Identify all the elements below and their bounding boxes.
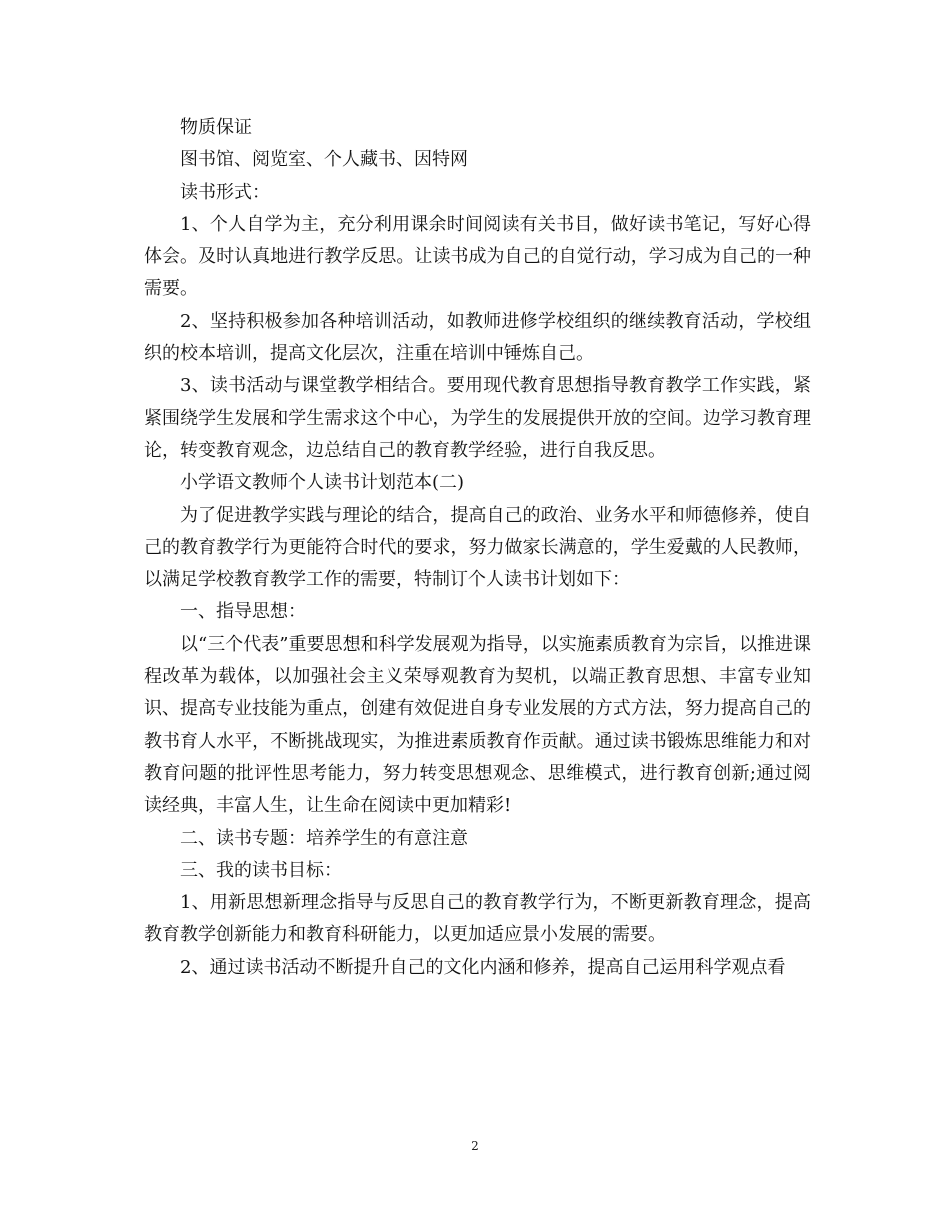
paragraph-form-2: 2、坚持积极参加各种培训活动，如教师进修学校组织的继续教育活动，学校组织的校本培训，提高文化层次，注重在培训中锤炼自己。 [144,310,811,365]
heading-reading-topic: 二、读书专题：培养学生的有意注意 [180,827,468,849]
paragraph-material-guarantee: 物质保证 [180,117,252,138]
section-title-sample-two: 小学语文教师个人读书计划范本(二) [180,472,465,494]
heading-reading-goals: 三、我的读书目标： [180,859,342,881]
paragraph-form-1: 1、个人自学为主，充分利用课余时间阅读有关书目，做好读书笔记，写好心得体会。及时认真地进行教学反思。让读书成为自己的自觉行动，学习成为自己的一种需要。 [144,213,811,300]
paragraph-goal-1: 1、用新思想新理念指导与反思自己的教育教学行为，不断更新教育理念，提高教育教学创新能力和教育科研能力，以更加适应景小发展的需要。 [144,892,811,946]
paragraph-introduction: 为了促进教学实践与理论的结合，提高自己的政治、业务水平和师德修养，使自己的教育教学行为更能符合时代的要求，努力做家长满意的，学生爱戴的人民教师，以满足学校教育教学工作的需要，特制订个人读书计划如下： [144,504,811,591]
paragraph-reading-forms-heading: 读书形式： [180,181,270,203]
paragraph-guiding-ideology: 以“三个代表”重要思想和科学发展观为指导，以实施素质教育为宗旨，以推进课程改革为载体，以加强社会主义荣辱观教育为契机，以端正教育思想、丰富专业知识、提高专业技能为重点，创建有效促进自身专业发展的方式方法，努力提高自己的教书育人水平，不断挑战现实，为推进素质教育作贡献。通过读书锻炼思维能力和对教育问题的批评性思考能力，努力转变思想观念、思维模式，进行教育创新;通过阅读经典，丰富人生，让生命在阅读中更加精彩! [144,633,811,817]
heading-guiding-ideology: 一、指导思想： [180,601,306,623]
page-number: 2 [471,1139,479,1153]
paragraph-form-3: 3、读书活动与课堂教学相结合。要用现代教育思想指导教育教学工作实践，紧紧围绕学生发展和学生需求这个中心，为学生的发展提供开放的空间。边学习教育理论，转变教育观念，边总结自己的教育教学经验，进行自我反思。 [144,375,811,461]
document-body [144,112,811,984]
paragraph-goal-2: 2、通过读书活动不断提升自己的文化内涵和修养，提高自己运用科学观点看 [180,956,786,978]
paragraph-resources: 图书馆、阅览室、个人藏书、因特网 [180,149,468,171]
